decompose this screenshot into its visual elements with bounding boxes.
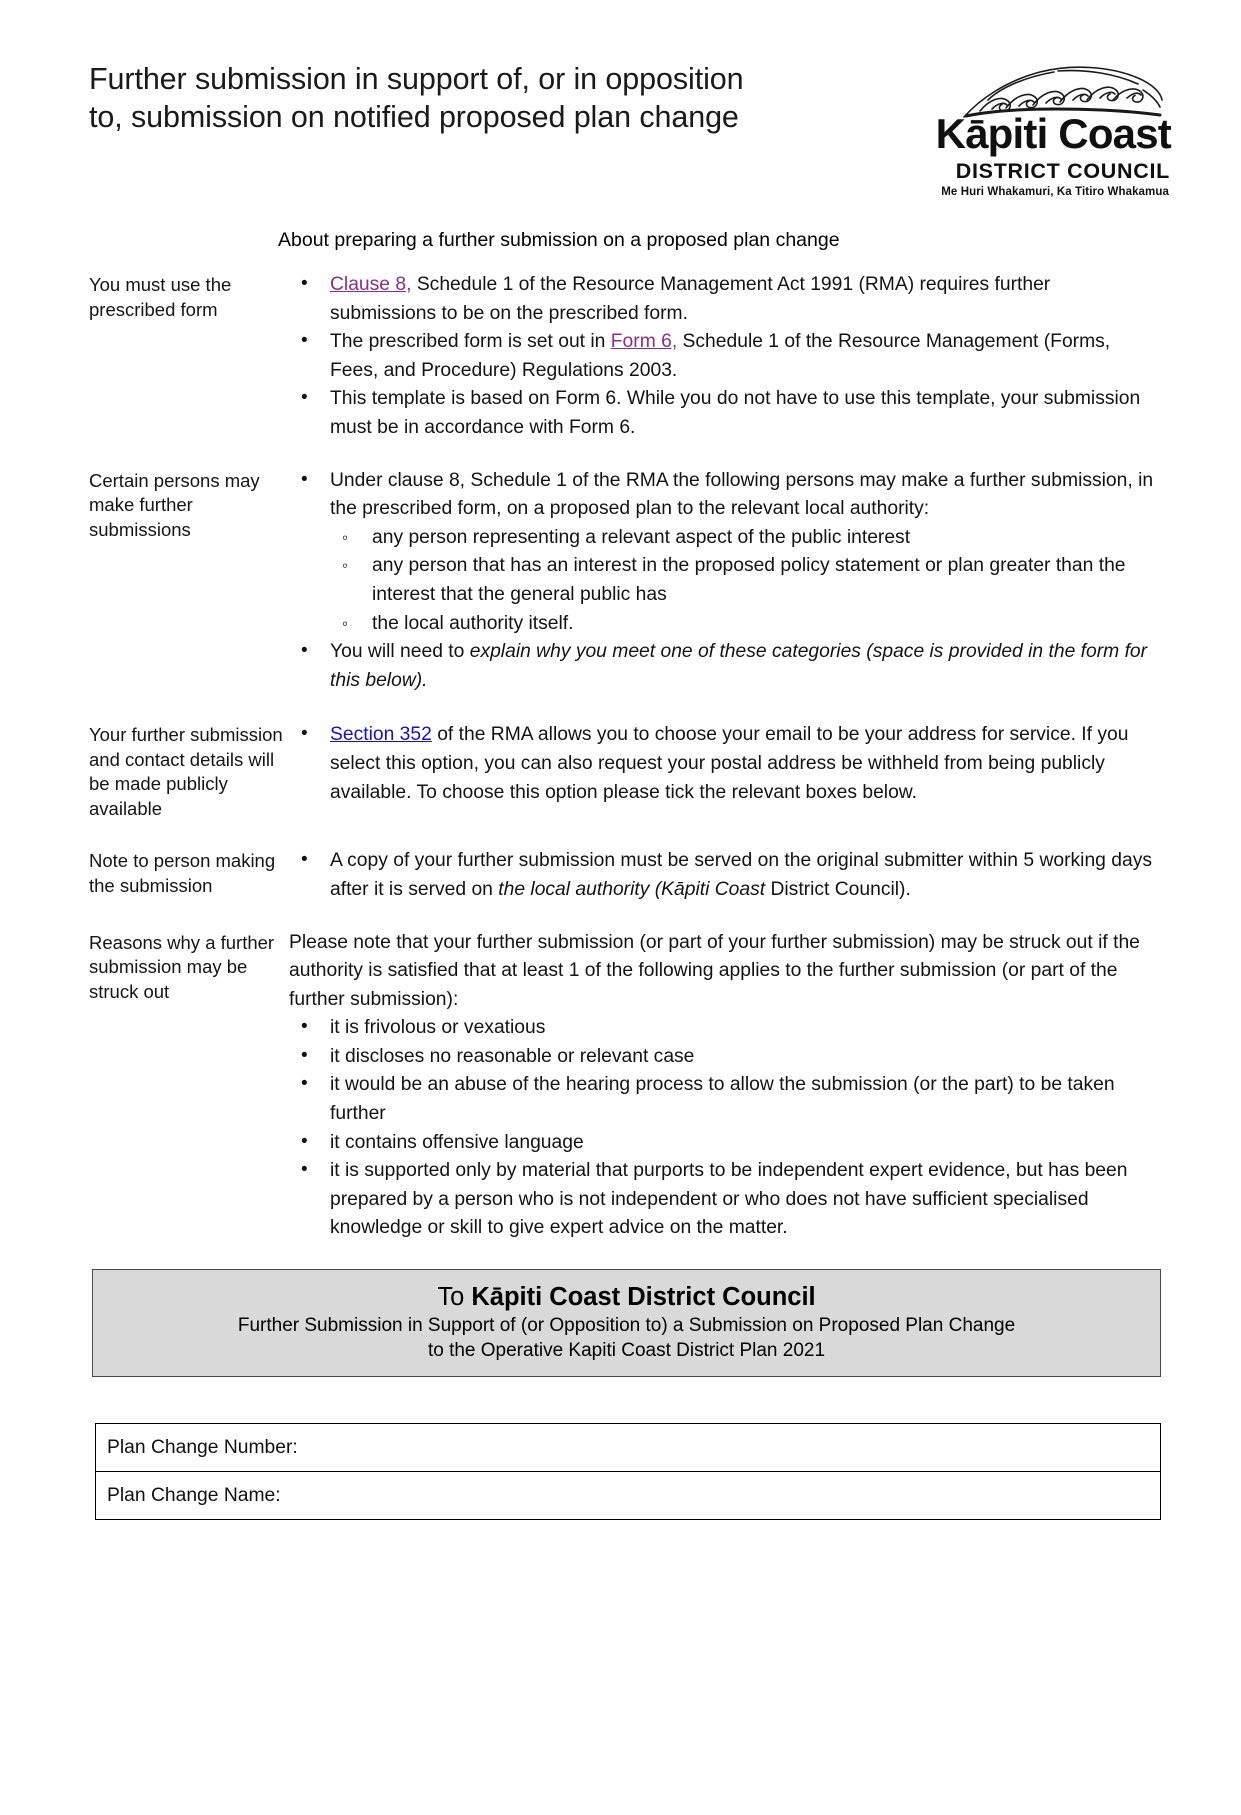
about-heading: About preparing a further submission on a proposed plan change	[278, 229, 840, 251]
list-item: • it discloses no reasonable or relevant case	[289, 1043, 1161, 1072]
bullet-text-italic: the local authority (Kāpiti Coast	[498, 878, 766, 900]
section-struck-out	[89, 929, 1161, 1244]
bullet-text: Under clause 8, Schedule 1 of the RMA the following persons may make a further submission, in the prescribed form, on a proposed plan to the relevant local authority:	[330, 469, 1154, 520]
table-row[interactable]	[96, 1472, 1161, 1520]
list-item: • it is frivolous or vexatious	[289, 1014, 1161, 1043]
bullet-text: You will need to	[330, 641, 470, 663]
section-content	[289, 271, 1161, 443]
plan-change-number-field[interactable]: Plan Change Number:	[96, 1424, 1161, 1472]
section-content	[289, 847, 1161, 904]
section-label: Note to person making the submission	[89, 850, 276, 896]
document-page	[0, 60, 1241, 1815]
plan-change-fields-table	[95, 1423, 1161, 1520]
kapiti-coast-district-council-logo	[871, 63, 1171, 203]
logo-wordmark: Kāpiti Coast	[935, 110, 1171, 157]
addressee-subtitle-2: to the Operative Kapiti Coast District Plan 2021	[427, 1340, 826, 1362]
section-352-link[interactable]: Section 352	[330, 724, 432, 746]
page-title: Further submission in support of, or in opposition to, submission on notified proposed plan change	[89, 62, 744, 134]
list-item	[289, 328, 1161, 385]
addressee-banner	[92, 1269, 1161, 1377]
bullet-text-post: District Council).	[765, 878, 911, 900]
bullet-text-italic: explain why you meet one of these categories (space is provided in the form for this below).	[330, 641, 1148, 691]
bullet-text: Schedule 1 of the Resource Management (Forms, Fees, and Procedure) Regulations 2003.	[330, 331, 1111, 381]
plan-change-name-field[interactable]: Plan Change Name:	[96, 1472, 1161, 1520]
section-label: Certain persons may make further submissions	[89, 469, 260, 540]
list-item	[289, 271, 1161, 328]
logo-subtitle: DISTRICT COUNCIL	[955, 159, 1170, 183]
section-certain-persons	[89, 467, 1161, 696]
list-item: ◦ the local authority itself.	[330, 610, 1161, 639]
bullet-text: of the RMA allows you to choose your email to be your address for service. If you select this option, you can also request your postal address be withheld from being publicly available. To choose this option please tick the relevant boxes below.	[330, 724, 1129, 803]
list-item	[289, 721, 1161, 807]
list-item: • This template is based on Form 6. While you do not have to use this template, your submission must be in accordance with Form 6.	[289, 385, 1161, 442]
section-publicly-available	[89, 721, 1161, 821]
list-item	[289, 847, 1161, 904]
document-header	[89, 60, 1171, 215]
section-content	[289, 467, 1161, 696]
list-item: • it would be an abuse of the hearing process to allow the submission (or the part) to be taken further	[289, 1071, 1161, 1128]
section-label: You must use the prescribed form	[89, 274, 232, 320]
logo-tagline: Me Huri Whakamuri, Ka Titiro Whakamua	[941, 186, 1169, 198]
section-label: Your further submission and contact details will be made publicly available	[89, 724, 283, 819]
bullet-text: A copy of your further submission must be served on the original submitter within 5 working days after it is served on	[330, 850, 1152, 900]
list-item	[289, 467, 1161, 639]
section-note-to-person	[89, 847, 1161, 904]
section-content	[289, 721, 1161, 807]
list-item: • it contains offensive language	[289, 1129, 1161, 1158]
list-item: ◦ any person representing a relevant aspect of the public interest	[330, 524, 1161, 553]
list-item	[289, 638, 1161, 695]
struck-out-list	[289, 1014, 1161, 1243]
list-item: ◦ any person that has an interest in the proposed policy statement or plan greater than the interest that the general public has	[330, 552, 1161, 609]
bullet-text-pre: The prescribed form is set out in	[330, 331, 611, 353]
list-item: • it is supported only by material that purports to be independent expert evidence, but has been prepared by a person who is not independent or who does not have sufficient specialised knowledge or skill to give expert advice on the matter.	[289, 1157, 1161, 1243]
form-6-link[interactable]: Form 6,	[610, 331, 678, 353]
clause-8-link[interactable]: Clause 8,	[330, 274, 412, 295]
sub-list	[330, 524, 1161, 638]
addressee-council-name: Kāpiti Coast District Council	[471, 1283, 816, 1312]
section-content	[289, 929, 1161, 1244]
table-row[interactable]	[96, 1424, 1161, 1472]
section-label: Reasons why a further submission may be struck out	[89, 931, 275, 1002]
addressee-subtitle-1: Further Submission in Support of (or Opposition to) a Submission on Proposed Plan Change	[237, 1315, 1016, 1337]
struck-out-paragraph: Please note that your further submission (or part of your further submission) may be struck out if the authority is satisfied that at least 1 of the following applies to the further submission (or part of the further submission):	[289, 931, 1140, 1010]
addressee-title	[103, 1281, 1150, 1313]
section-prescribed-form	[89, 271, 1161, 443]
document-body	[89, 271, 1161, 1243]
bullet-text: Schedule 1 of the Resource Management Act 1991 (RMA) requires further submissions to be on the prescribed form.	[330, 274, 1051, 324]
addressee-prefix: To	[437, 1283, 472, 1312]
